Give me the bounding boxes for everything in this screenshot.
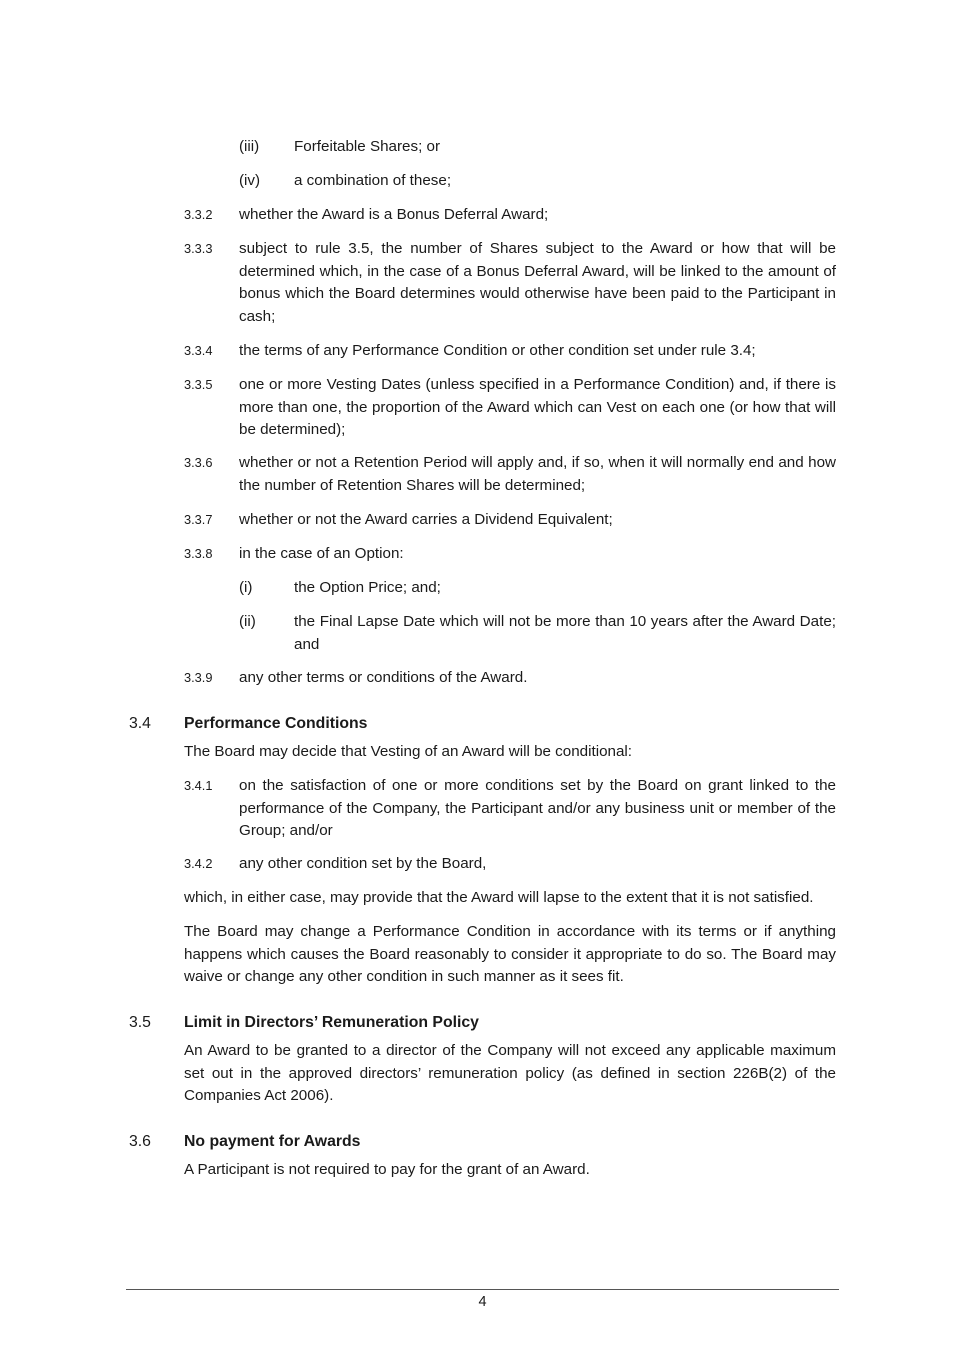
- clause-number-3-3-7: 3.3.7: [184, 512, 213, 527]
- clause-text-3-4-1: on the satisfaction of one or more conditions set by the Board on grant linked to the performance of the Company, the Participant and/or any business unit or member of the Group; and/or: [239, 777, 836, 840]
- clause-number-3-3-3: 3.3.3: [184, 241, 213, 256]
- clause-text-3-3-9: any other terms or conditions of the Award.: [239, 669, 528, 686]
- section-3-4-paragraph-2: The Board may change a Performance Condition in accordance with its terms or if anything happens which causes the Board reasonably to consider it appropriate to do so. The Board may waive or change any other condition in such manner as it sees fit.: [184, 923, 836, 986]
- clause-number-3-3-5: 3.3.5: [184, 377, 213, 392]
- section-3-6-text: A Participant is not required to pay for the grant of an Award.: [184, 1161, 590, 1178]
- clause-text-3-3-2: whether the Award is a Bonus Deferral Award;: [239, 206, 549, 223]
- clause-number-3-3-2: 3.3.2: [184, 207, 213, 222]
- clause-text-3-3-3: subject to rule 3.5, the number of Shares subject to the Award or how that will be determined which, in the case of a Bonus Deferral Award, will be linked to the amount of bonus which the Board determines would otherwise have been paid to the Participant in cash;: [239, 240, 836, 326]
- sub-item-iv-label: (iv): [239, 172, 261, 189]
- page-number: 4: [478, 1294, 487, 1310]
- section-3-4-paragraph-1: which, in either case, may provide that the Award will lapse to the extent that it is not satisfied.: [184, 889, 814, 906]
- clause-text-3-3-5: one or more Vesting Dates (unless specified in a Performance Condition) and, if there is more than one, the proportion of the Award which can Vest on each one (or how that will be determined);: [239, 376, 836, 439]
- section-3-5-text: An Award to be granted to a director of the Company will not exceed any applicable maximum set out in the approved directors’ remuneration policy (as defined in section 226B(2) of the Companies Act 2006).: [184, 1042, 836, 1105]
- sub-item-ii-label: (ii): [239, 613, 256, 630]
- sub-item-iii-text: Forfeitable Shares; or: [294, 138, 441, 155]
- sub-item-i-label: (i): [239, 579, 253, 596]
- clause-number-3-3-6: 3.3.6: [184, 455, 213, 470]
- clause-text-3-3-6: whether or not a Retention Period will apply and, if so, when it will normally end and how the number of Retention Shares will be determined;: [239, 454, 836, 494]
- clause-number-3-3-9: 3.3.9: [184, 670, 213, 685]
- section-heading-3-4: Performance Conditions: [184, 715, 368, 732]
- section-heading-3-5: Limit in Directors’ Remuneration Policy: [184, 1014, 479, 1031]
- sub-item-iii-label: (iii): [239, 138, 260, 155]
- clause-text-3-4-2: any other condition set by the Board,: [239, 855, 487, 872]
- section-number-3-4: 3.4: [129, 715, 151, 732]
- sub-item-iv-text: a combination of these;: [294, 172, 452, 189]
- clause-number-3-4-2: 3.4.2: [184, 856, 213, 871]
- section-number-3-6: 3.6: [129, 1133, 151, 1150]
- sub-item-ii-text: the Final Lapse Date which will not be more than 10 years after the Award Date; and: [294, 613, 836, 653]
- section-heading-3-6: No payment for Awards: [184, 1133, 361, 1150]
- clause-number-3-4-1: 3.4.1: [184, 778, 213, 793]
- section-number-3-5: 3.5: [129, 1014, 151, 1031]
- clause-text-3-3-4: the terms of any Performance Condition or other condition set under rule 3.4;: [239, 342, 756, 359]
- footer-divider: [126, 1289, 839, 1290]
- clause-number-3-3-8: 3.3.8: [184, 546, 213, 561]
- clause-number-3-3-4: 3.3.4: [184, 343, 213, 358]
- section-3-4-intro: The Board may decide that Vesting of an Award will be conditional:: [184, 743, 633, 760]
- sub-item-i-text: the Option Price; and;: [294, 579, 441, 596]
- clause-text-3-3-7: whether or not the Award carries a Dividend Equivalent;: [239, 511, 613, 528]
- clause-text-3-3-8: in the case of an Option:: [239, 545, 404, 562]
